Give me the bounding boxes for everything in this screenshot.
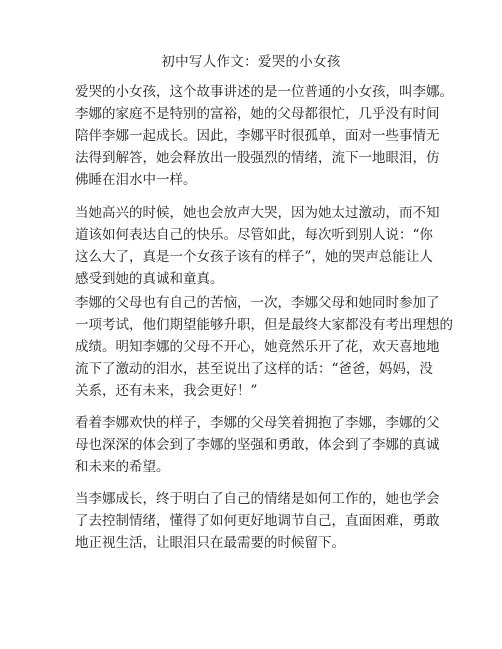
paragraph-5 (75, 488, 440, 554)
paragraph-line: 陪伴李娜一起成长。因此，李娜平时很孤单，面对一些事情无 (75, 128, 440, 144)
paragraph-3 (75, 292, 453, 402)
paragraph-line: 当她高兴的时候，她也会放声大哭，因为她太过激动，而不知 (75, 205, 440, 221)
paragraph-line: 道该如何表达自己的快乐。尽管如此，每次听到别人说：“你 (75, 227, 433, 243)
paragraph-1 (75, 81, 453, 191)
paragraph-line: 爱哭的小女孩，这个故事讲述的是一位普通的小女孩，叫李娜。 (75, 84, 453, 100)
paragraph-2 (75, 202, 440, 290)
paragraph-line: 地正视生活，让眼泪只在最需要的时候留下。 (75, 535, 345, 551)
paragraph-line: 佛睡在泪水中一样。 (75, 172, 197, 188)
paragraph-line: 法得到解答，她会释放出一股强烈的情绪，流下一地眼泪，仿 (75, 150, 440, 166)
paragraph-line: 了去控制情绪，懂得了如何更好地调节自己，直面困难，勇敢 (75, 513, 440, 529)
paragraph-line: 母也深深的体会到了李娜的坚强和勇敢，体会到了李娜的真诚 (75, 437, 440, 453)
paragraph-line: 流下了激动的泪水，甚至说出了这样的话：“爸爸，妈妈，没 (75, 361, 433, 377)
paragraph-line: 李娜的家庭不是特别的富裕，她的父母都很忙，几乎没有时间 (75, 106, 440, 122)
paragraph-line: 这么大了，真是一个女孩子该有的样子”，她的哭声总能让人 (75, 249, 433, 265)
paragraph-line: 一项考试，他们期望能够升职，但是最终大家都没有考出理想的 (75, 317, 453, 333)
paragraph-line: 李娜的父母也有自己的苦恼，一次，李娜父母和她同时参加了 (75, 295, 440, 311)
paragraph-line: 关系，还有未来，我会更好！” (75, 383, 258, 399)
paragraph-4 (75, 412, 440, 478)
paragraph-line: 和未来的希望。 (75, 459, 170, 475)
paragraph-line: 当李娜成长，终于明白了自己的情绪是如何工作的，她也学会 (75, 491, 440, 507)
paragraph-line: 感受到她的真诚和童真。 (75, 271, 224, 287)
paragraph-line: 成绩。明知李娜的父母不开心，她竟然乐开了花，欢天喜地地 (75, 339, 440, 355)
paragraph-line: 看着李娜欢快的样子，李娜的父母笑着拥抱了李娜，李娜的父 (75, 415, 440, 431)
document-title: 初中写人作文：爱哭的小女孩 (161, 54, 341, 70)
